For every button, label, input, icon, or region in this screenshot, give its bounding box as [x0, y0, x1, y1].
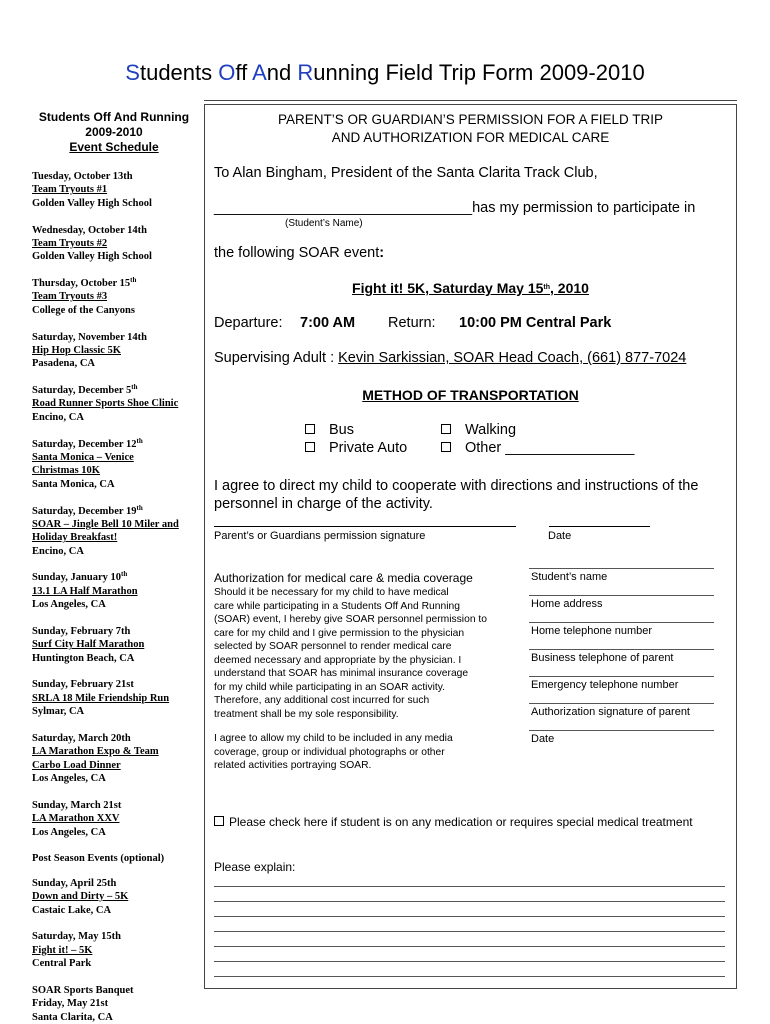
schedule-header-line3: Event Schedule — [69, 140, 159, 154]
event-name-cont: Holiday Breakfast! — [32, 532, 118, 544]
other-blank[interactable]: ________________ — [505, 440, 635, 456]
event-place: College of the Canyons — [32, 304, 135, 316]
event-name: Team Tryouts #3 — [32, 291, 108, 303]
info-field-label: Date — [531, 733, 555, 745]
supervising-line — [214, 350, 686, 366]
medical-paragraph-line: for my child while participating in an SOAR activity. — [214, 681, 446, 693]
schedule-event — [32, 331, 200, 371]
medical-paragraph-line: Therefore, any additional cost incurred for such — [214, 695, 430, 706]
event-date: Thursday, October 15th — [32, 276, 137, 290]
explain-line[interactable] — [214, 916, 725, 917]
title-letter-o: O — [218, 60, 236, 85]
banquet-line1: SOAR Sports Banquet — [32, 984, 134, 996]
explain-line[interactable] — [214, 901, 725, 902]
transport-other-label: Other — [465, 440, 502, 456]
title-part-3: nd — [266, 60, 298, 85]
return-time: 10:00 PM Central Park — [459, 315, 612, 331]
box-top-rule — [204, 100, 737, 101]
post-season-label: Post Season Events (optional) — [32, 853, 165, 865]
agree-line1: I agree to direct my child to cooperate with directions and instructions of the — [214, 478, 699, 494]
schedule-event — [32, 732, 200, 786]
title-part-2: ff — [235, 60, 253, 85]
event-name: Fight it! 5K, Saturday May 15 — [352, 280, 544, 296]
event-name: 13.1 LA Half Marathon — [32, 585, 138, 597]
medical-paragraph-line: care for my child and I give permission to the physician — [214, 627, 465, 639]
schedule-event — [32, 799, 200, 839]
walking-checkbox[interactable] — [441, 424, 451, 434]
event-place: Encino, CA — [32, 545, 84, 557]
event-name: Team Tryouts #2 — [32, 237, 108, 249]
medication-checkbox[interactable] — [214, 816, 224, 826]
medical-paragraph-line: Should it be necessary for my child to have medical — [214, 587, 449, 598]
medication-check-text: Please check here if student is on any medication or requires special medical treatment — [229, 815, 693, 829]
event-place: Pasadena, CA — [32, 358, 96, 370]
event-date: Sunday, March 21st — [32, 799, 122, 811]
event-name: LA Marathon Expo & Team — [32, 746, 159, 758]
transport-walking-label: Walking — [465, 422, 517, 438]
event-name-cont: Christmas 10K — [32, 465, 100, 477]
event-place: Golden Valley High School — [32, 251, 152, 263]
event-date: Saturday, December 12th — [32, 436, 143, 450]
departure-label: Departure: — [214, 315, 283, 331]
following-line — [214, 245, 384, 261]
title-letter-s: S — [125, 60, 140, 85]
schedule-event — [32, 384, 200, 424]
event-place: Santa Monica, CA — [32, 478, 115, 490]
event-date: Saturday, November 14th — [32, 331, 148, 343]
schedule-header-line2: 2009-2010 — [85, 125, 143, 139]
signature-line[interactable] — [214, 526, 516, 527]
event-name: Santa Monica – Venice — [32, 451, 134, 463]
agree-statement — [214, 477, 698, 513]
title-part-4: unning Field Trip Form 2009-2010 — [313, 60, 645, 85]
medical-paragraph-line: selected by SOAR personnel to render medical care — [214, 641, 452, 652]
transport-private-auto[interactable] — [305, 440, 407, 456]
transport-other[interactable] — [441, 440, 634, 456]
explain-line[interactable] — [214, 946, 725, 947]
event-date: Sunday, April 25th — [32, 877, 117, 889]
supervising-value: Kevin Sarkissian, SOAR Head Coach, (661) 877-7024 — [338, 350, 687, 366]
info-field-line[interactable] — [529, 622, 714, 623]
title-part-1: tudents — [139, 60, 219, 85]
info-field-line[interactable] — [529, 595, 714, 596]
event-place: Los Angeles, CA — [32, 826, 106, 838]
event-place: Sylmar, CA — [32, 706, 85, 718]
info-field-line[interactable] — [529, 703, 714, 704]
event-name: Road Runner Sports Shoe Clinic — [32, 398, 179, 410]
event-name: Fight it! – 5K — [32, 944, 93, 956]
event-place: Golden Valley High School — [32, 197, 152, 209]
transport-bus[interactable] — [305, 422, 354, 438]
event-place: Castaic Lake, CA — [32, 904, 112, 916]
banquet-line2: Friday, May 21st — [32, 998, 109, 1010]
permission-heading — [204, 111, 737, 147]
schedule-event — [32, 277, 200, 317]
schedule-event — [32, 571, 200, 611]
medication-check[interactable] — [214, 815, 693, 829]
info-field-line[interactable] — [529, 568, 714, 569]
event-name: Down and Dirty – 5K — [32, 891, 129, 903]
date-caption: Date — [548, 530, 572, 542]
student-name-caption: (Student’s Name) — [285, 218, 363, 229]
event-place: Los Angeles, CA — [32, 773, 106, 785]
transport-bus-label: Bus — [329, 422, 354, 438]
media-paragraph — [214, 732, 453, 773]
event-name: Team Tryouts #1 — [32, 184, 108, 196]
title-letter-r: R — [297, 60, 314, 85]
event-name: Surf City Half Marathon — [32, 639, 145, 651]
explain-line[interactable] — [214, 976, 725, 977]
permission-box — [204, 104, 737, 989]
transport-private-auto-label: Private Auto — [329, 440, 408, 456]
other-checkbox[interactable] — [441, 442, 451, 452]
event-year: , 2010 — [550, 280, 589, 296]
info-field-label: Student’s name — [531, 571, 608, 583]
info-field-line[interactable] — [529, 676, 714, 677]
event-date: Saturday, March 20th — [32, 732, 131, 744]
signature-caption: Parent’s or Guardians permission signature — [214, 530, 426, 542]
event-name: LA Marathon XXV — [32, 813, 120, 825]
following-text: the following SOAR event — [214, 245, 380, 261]
schedule-event — [32, 224, 200, 264]
schedule-header — [24, 110, 204, 155]
banquet-event — [32, 984, 200, 1024]
supervising-label: Supervising Adult : — [214, 350, 339, 366]
event-date: Wednesday, October 14th — [32, 224, 148, 236]
event-place: Central Park — [32, 958, 92, 970]
event-date: Sunday, January 10th — [32, 570, 128, 584]
permission-text: has my permission to participate in — [472, 200, 696, 216]
private-auto-checkbox[interactable] — [305, 442, 315, 452]
medical-paragraph-line: care while participating in a Students Off And Running — [214, 600, 460, 612]
medical-paragraph-line: understand that SOAR has minimal insurance coverage — [214, 668, 469, 679]
schedule-event — [32, 625, 200, 665]
departure-time: 7:00 AM — [300, 315, 356, 331]
info-field-label: Emergency telephone number — [531, 679, 679, 691]
bus-checkbox[interactable] — [305, 424, 315, 434]
form-title — [0, 60, 770, 86]
transport-heading: METHOD OF TRANSPORTATION — [362, 387, 579, 403]
agree-line2: personnel in charge of the activity. — [214, 496, 433, 512]
event-name: Hip Hop Classic 5K — [32, 344, 121, 356]
info-field-label: Authorization signature of parent — [531, 706, 690, 718]
following-colon: : — [379, 245, 385, 261]
date-line[interactable] — [549, 526, 650, 527]
medical-heading: Authorization for medical care & media coverage — [214, 571, 473, 585]
medical-paragraph — [214, 586, 487, 721]
info-field-label: Home telephone number — [531, 625, 653, 637]
event-sup: th — [543, 284, 551, 291]
please-explain-label: Please explain: — [214, 860, 296, 874]
event-schedule — [32, 170, 200, 1024]
media-paragraph-line: coverage, group or individual photographs or other — [214, 746, 445, 758]
info-field-label: Business telephone of parent — [531, 652, 674, 664]
medical-paragraph-line: treatment shall be my sole responsibility. — [214, 708, 399, 720]
event-date: Tuesday, October 13th — [32, 171, 133, 182]
info-field-line[interactable] — [529, 730, 714, 731]
explain-line[interactable] — [214, 931, 725, 932]
permission-heading-line1: PARENT’S OR GUARDIAN’S PERMISSION FOR A FIELD TRIP — [277, 112, 664, 127]
event-place: Los Angeles, CA — [32, 599, 106, 611]
title-letter-a: A — [252, 60, 267, 85]
event-place: Huntington Beach, CA — [32, 652, 135, 664]
event-date: Saturday, December 5th — [32, 383, 138, 397]
info-field-label: Home address — [531, 598, 603, 610]
event-name: SOAR – Jingle Bell 10 Miler and — [32, 518, 179, 530]
schedule-event — [32, 877, 200, 917]
schedule-event — [32, 438, 200, 492]
permission-heading-line2: AND AUTHORIZATION FOR MEDICAL CARE — [331, 130, 610, 145]
event-place: Encino, CA — [32, 411, 84, 423]
schedule-event — [32, 170, 200, 210]
event-name-cont: Carbo Load Dinner — [32, 759, 121, 771]
info-field-line[interactable] — [529, 649, 714, 650]
medical-paragraph-line: (SOAR) event, I hereby give SOAR personnel permission to — [214, 614, 487, 625]
event-name: SRLA 18 Mile Friendship Run — [32, 692, 170, 704]
return-label: Return: — [388, 315, 436, 331]
to-line: To Alan Bingham, President of the Santa Clarita Track Club, — [214, 165, 598, 181]
event-title — [204, 280, 737, 296]
event-date: Sunday, February 21st — [32, 679, 134, 691]
student-name-blank[interactable]: ________________________________ — [214, 200, 473, 216]
event-date: Saturday, December 19th — [32, 503, 143, 517]
event-date: Saturday, May 15th — [32, 931, 121, 943]
media-paragraph-line: related activities portraying SOAR. — [214, 760, 372, 771]
schedule-header-line1: Students Off And Running — [38, 110, 190, 124]
schedule-event — [32, 505, 200, 559]
media-paragraph-line: I agree to allow my child to be included in any media — [214, 733, 453, 744]
banquet-line3: Santa Clarita, CA — [32, 1011, 113, 1023]
schedule-event — [32, 678, 200, 718]
student-permission-line — [214, 200, 695, 216]
event-date: Sunday, February 7th — [32, 625, 131, 637]
medical-paragraph-line: deemed necessary and appropriate by the physician. I — [214, 654, 462, 666]
explain-line[interactable] — [214, 961, 725, 962]
explain-line[interactable] — [214, 886, 725, 887]
schedule-event — [32, 930, 200, 970]
transport-walking[interactable] — [441, 422, 516, 438]
